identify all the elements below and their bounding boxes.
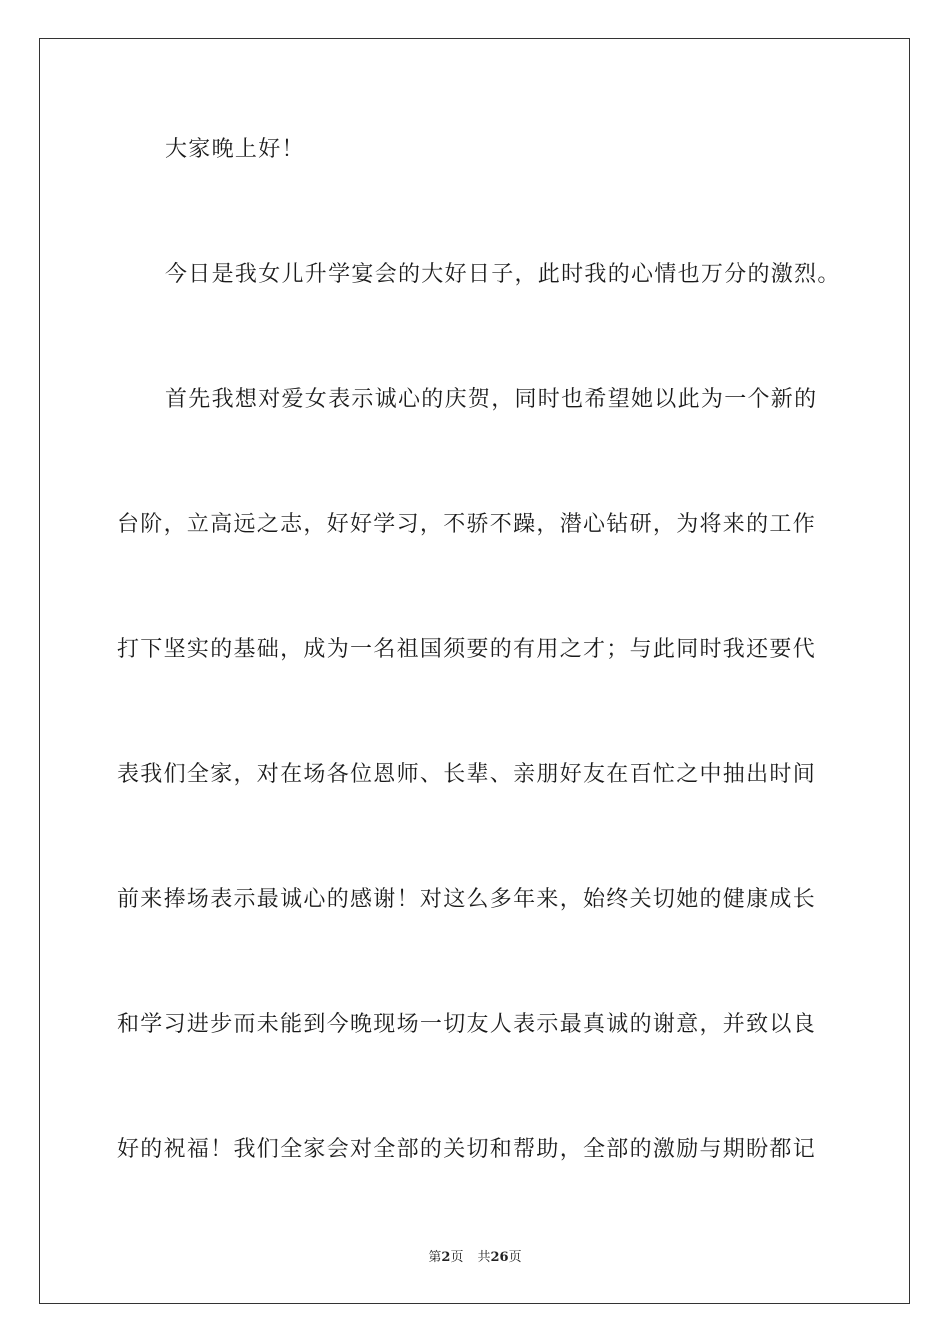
text-line-4: 台阶，立高远之志，好好学习，不骄不躁，潜心钻研，为将来的工作	[117, 512, 817, 537]
text-line-5: 打下坚实的基础，成为一名祖国须要的有用之才；与此同时我还要代	[117, 637, 817, 662]
text-line-7: 前来捧场表示最诚心的感谢！对这么多年来，始终关切她的健康成长	[117, 887, 817, 912]
text-line-1: 大家晚上好！	[165, 137, 305, 162]
page-number: 2	[441, 1250, 451, 1265]
page-prefix: 第	[428, 1250, 442, 1265]
total-suffix: 页	[508, 1250, 522, 1265]
text-line-9: 好的祝福！我们全家会对全部的关切和帮助，全部的激励与期盼都记	[117, 1137, 817, 1162]
text-line-3: 首先我想对爱女表示诚心的庆贺，同时也希望她以此为一个新的	[165, 387, 818, 412]
page-border	[39, 38, 910, 1304]
total-prefix: 共	[477, 1250, 491, 1265]
text-line-8: 和学习进步而未能到今晚现场一切友人表示最真诚的谢意，并致以良	[117, 1012, 817, 1037]
page-suffix: 页	[450, 1250, 464, 1265]
page-footer	[0, 1246, 950, 1265]
text-line-6: 表我们全家，对在场各位恩师、长辈、亲朋好友在百忙之中抽出时间	[117, 762, 817, 787]
total-pages: 26	[490, 1250, 509, 1265]
text-line-2: 今日是我女儿升学宴会的大好日子，此时我的心情也万分的激烈。	[165, 262, 841, 287]
